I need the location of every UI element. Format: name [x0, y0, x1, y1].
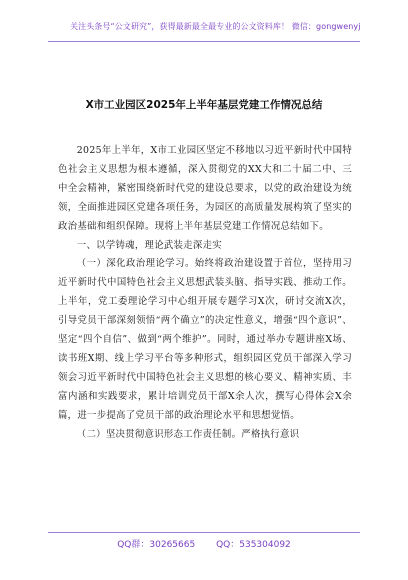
- paragraph-1-1: （一）深化政治理论学习。始终将政治建设置于首位，坚持用习近平新时代中国特色社会主义思想武装头脑、指导实践、推动工作。上半年，党工委理论学习中心组开展专题学习X次，研讨交流X次，引导党员干部深刻领悟“两个确立”的决定性意义，增强“四个意识”、坚定“四个自信”、做到“两个维护”。同时，通过举办专题讲座X场、读书班X期、线上学习平台等多种形式，组织园区党员干部深入学习领会习近平新时代中国特色社会主义思想的核心要义、精神实质、丰富内涵和实践要求，累计培训党员干部X余人次，撰写心得体会X余篇，进一步提高了党员干部的政治理论水平和思想觉悟。: [58, 258, 352, 421]
- footer-divider: [48, 532, 360, 533]
- footer-qq: QQ：535304092: [216, 540, 291, 550]
- header-promo-note: 关注头条号“公文研究”，获得最新最全最专业的公文资料库！ 微信：gongwenyj: [70, 22, 361, 31]
- document-body: [58, 142, 352, 445]
- paragraph-1-2: （二）坚决贯彻意识形态工作责任制。严格执行意识: [76, 428, 300, 440]
- footer-contacts: [0, 537, 408, 550]
- footer-qq-group: QQ群：30265665: [117, 540, 196, 550]
- header-divider: [48, 41, 360, 42]
- document-title: X市工业园区2025年上半年基层党建工作情况总结: [85, 99, 323, 111]
- paragraph-intro: 2025年上半年，X市工业园区坚定不移地以习近平新时代中国特色社会主义思想为根本遵循，深入贯彻党的XX大和二十届二中、三中全会精神，紧密围绕新时代党的建设总要求，以党的政治建设为统领，全面推进园区党建各项任务，为园区的高质量发展构筑了坚实的政治基础和组织保障。现将上半年基层党建工作情况总结如下。: [58, 145, 352, 232]
- section-heading-1: 一、以学铸魂，理论武装走深走实: [76, 239, 222, 251]
